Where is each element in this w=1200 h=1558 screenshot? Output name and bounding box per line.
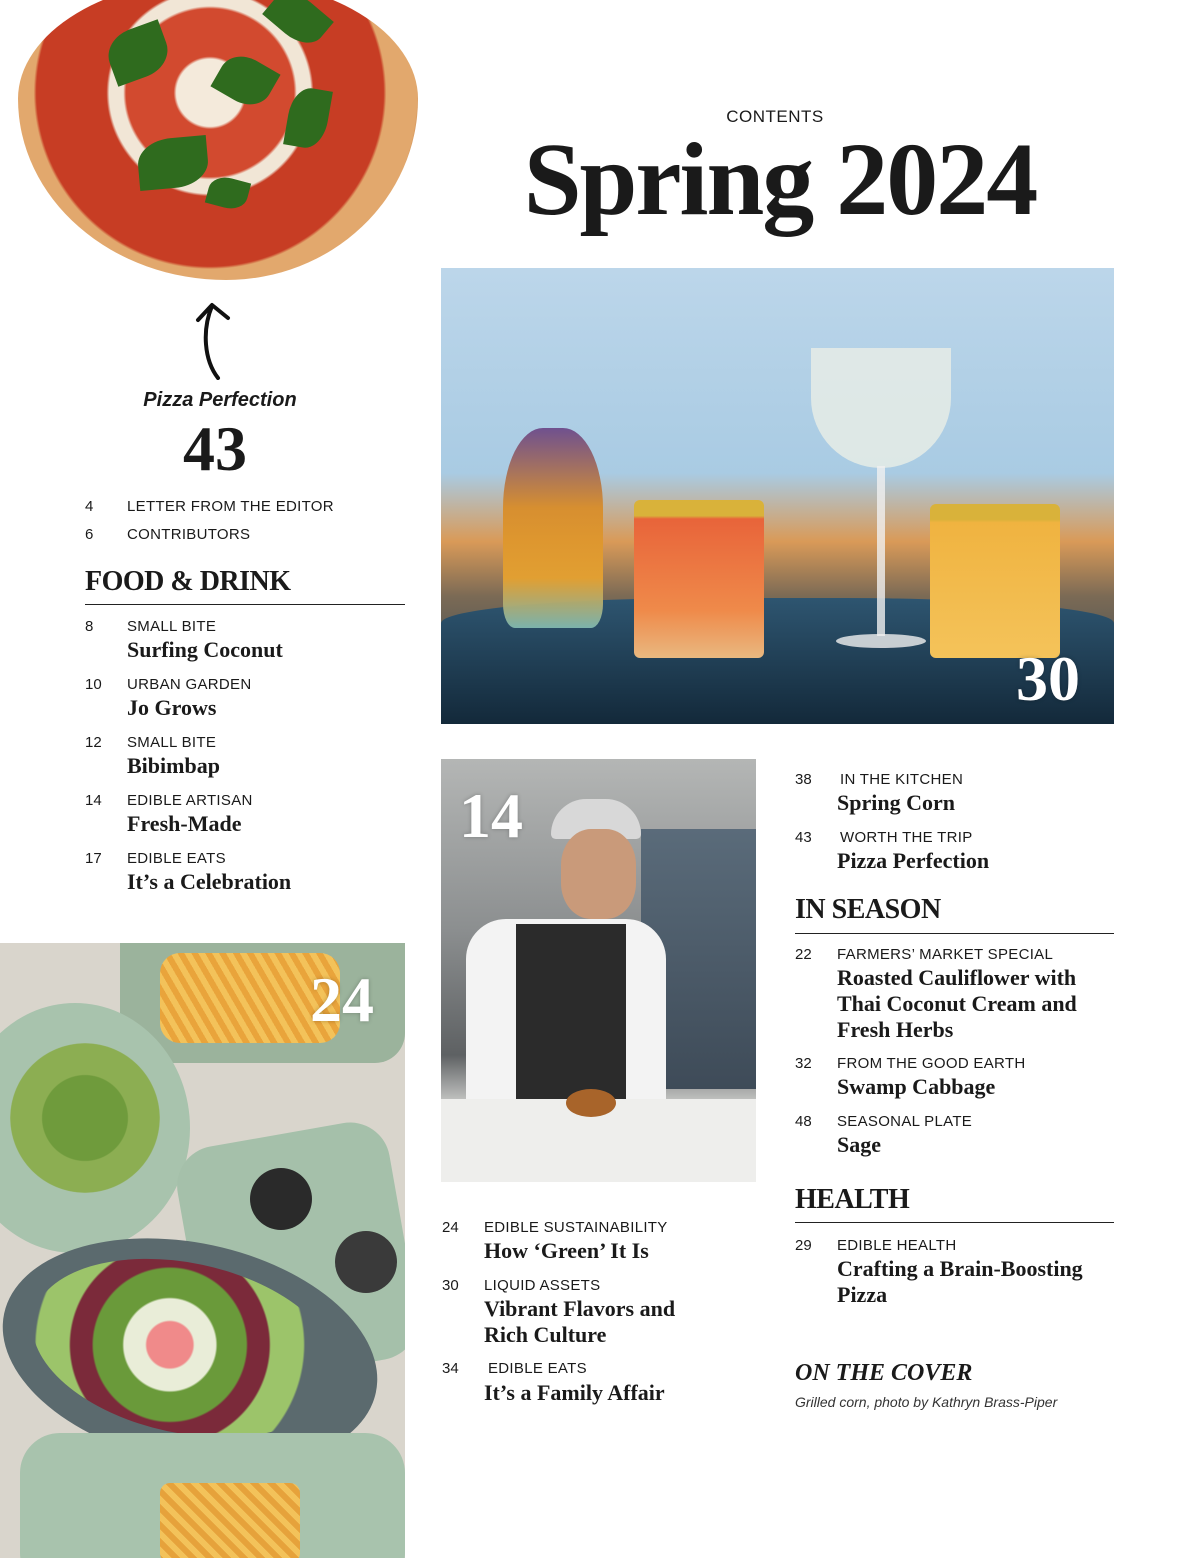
section-heading-food-drink: FOOD & DRINK <box>85 566 291 597</box>
issue-title: Spring 2024 <box>523 122 1037 237</box>
toc-page-number: 43 <box>795 829 812 846</box>
toc-item-contributors[interactable]: CONTRIBUTORS <box>127 526 251 543</box>
toc-item-letter-from-editor[interactable]: LETTER FROM THE EDITOR <box>127 498 334 515</box>
toc-category: EDIBLE ARTISAN <box>127 792 253 809</box>
toc-category: FROM THE GOOD EARTH <box>837 1055 1026 1072</box>
toc-page-number: 32 <box>795 1055 812 1072</box>
toc-category: SMALL BITE <box>127 618 217 635</box>
toc-page-number: 8 <box>85 618 94 635</box>
toc-title-jo-grows[interactable]: Jo Grows <box>127 695 217 720</box>
toc-title-fresh-made[interactable]: Fresh-Made <box>127 811 242 836</box>
toc-category: EDIBLE SUSTAINABILITY <box>484 1219 668 1236</box>
toc-page-number: 29 <box>795 1237 812 1254</box>
cover-photo-credit: Grilled corn, photo by Kathryn Brass-Piper <box>795 1394 1058 1410</box>
toc-title-roasted-cauliflower[interactable]: Roasted Cauliflower with <box>837 965 1077 990</box>
toc-title-its-a-celebration[interactable]: It’s a Celebration <box>127 869 292 894</box>
toc-category: EDIBLE HEALTH <box>837 1237 957 1254</box>
toc-page-number: 22 <box>795 946 812 963</box>
cocktail-photo <box>441 268 1114 724</box>
arrow-up-icon <box>188 300 238 380</box>
toc-category: WORTH THE TRIP <box>840 829 973 846</box>
toc-page-number: 38 <box>795 771 812 788</box>
toc-title-sage[interactable]: Sage <box>837 1132 881 1157</box>
section-divider <box>795 933 1114 934</box>
toc-category: EDIBLE EATS <box>488 1360 587 1377</box>
toc-title-swamp-cabbage[interactable]: Swamp Cabbage <box>837 1074 996 1099</box>
toc-title-vibrant-flavors-line-2[interactable]: Rich Culture <box>484 1322 607 1347</box>
salad-photo-page-number: 24 <box>310 964 374 1035</box>
toc-page-number: 17 <box>85 850 102 867</box>
toc-title-pizza-perfection[interactable]: Pizza Perfection <box>837 848 990 873</box>
pizza-feature-page-number: 43 <box>183 413 247 484</box>
toc-title-roasted-cauliflower-line-3[interactable]: Fresh Herbs <box>837 1017 954 1042</box>
toc-category: LIQUID ASSETS <box>484 1277 601 1294</box>
toc-title-brain-boosting-pizza-line-2[interactable]: Pizza <box>837 1282 888 1307</box>
cocktail-photo-page-number: 30 <box>1016 643 1080 714</box>
chef-photo-page-number: 14 <box>459 780 523 851</box>
toc-page-number: 24 <box>442 1219 459 1236</box>
toc-title-how-green-it-is[interactable]: How ‘Green’ It Is <box>484 1238 649 1263</box>
toc-category: SMALL BITE <box>127 734 217 751</box>
toc-page-number: 4 <box>85 498 94 515</box>
pizza-photo <box>18 0 418 280</box>
toc-title-brain-boosting-pizza[interactable]: Crafting a Brain-Boosting <box>837 1256 1083 1281</box>
toc-title-roasted-cauliflower-line-2[interactable]: Thai Coconut Cream and <box>837 991 1077 1016</box>
toc-title-vibrant-flavors[interactable]: Vibrant Flavors and <box>484 1296 676 1321</box>
chef-photo <box>441 759 756 1182</box>
toc-page-number: 30 <box>442 1277 459 1294</box>
toc-page-number: 6 <box>85 526 94 543</box>
toc-page-number: 48 <box>795 1113 812 1130</box>
pizza-feature-label: Pizza Perfection <box>143 389 297 411</box>
toc-page-number: 34 <box>442 1360 459 1377</box>
section-heading-in-season: IN SEASON <box>795 894 941 925</box>
section-divider <box>795 1222 1114 1223</box>
toc-category: IN THE KITCHEN <box>840 771 964 788</box>
salad-photo <box>0 943 405 1558</box>
toc-category: URBAN GARDEN <box>127 676 252 693</box>
toc-title-family-affair[interactable]: It’s a Family Affair <box>484 1380 665 1405</box>
section-divider <box>85 604 405 605</box>
toc-category: FARMERS’ MARKET SPECIAL <box>837 946 1054 963</box>
toc-page-number: 12 <box>85 734 102 751</box>
on-the-cover-heading: ON THE COVER <box>795 1360 973 1386</box>
section-heading-health: HEALTH <box>795 1184 910 1215</box>
toc-category: SEASONAL PLATE <box>837 1113 973 1130</box>
toc-title-surfing-coconut[interactable]: Surfing Coconut <box>127 637 283 662</box>
toc-title-bibimbap[interactable]: Bibimbap <box>127 753 220 778</box>
contents-label: CONTENTS <box>726 107 824 126</box>
toc-title-spring-corn[interactable]: Spring Corn <box>837 790 955 815</box>
toc-page-number: 14 <box>85 792 102 809</box>
toc-page-number: 10 <box>85 676 102 693</box>
toc-category: EDIBLE EATS <box>127 850 226 867</box>
